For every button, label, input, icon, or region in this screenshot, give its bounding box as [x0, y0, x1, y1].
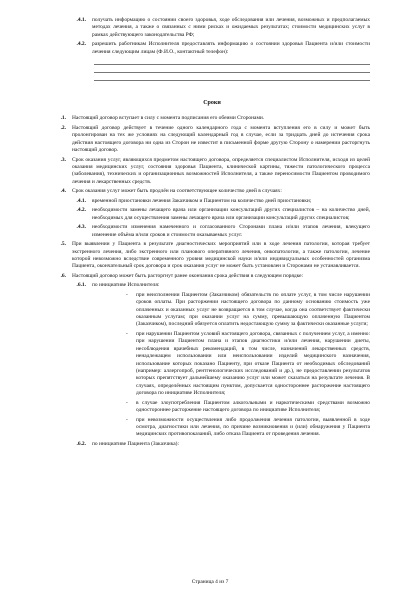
clause-number: .4.1. — [76, 17, 86, 23]
item-number: .3. — [60, 156, 66, 163]
item-number: .2. — [60, 124, 66, 131]
clause-4-1 — [54, 17, 370, 39]
fill-in-line — [94, 66, 370, 73]
dash-text: при нарушении Пациентом условий настоящего договора, связанных с получением услуг, а именно: при нарушении Пациентом плана и этапов диагностики и/или лечения, нарушении диеты, несоблюдения врачебных рекомендаций, в том числе, назначений лекарственных средств, ненадлежащем использовании или неиспользовании изделий медицинского назначения, использование которых показано Пациенту, при отказе Пациента от необходимых обследований (например: аллергопроб, рентгенологических исследований и др.), не предоставлении результатов которых препятствует дальнейшему оказанию услуг или может сказаться на результате лечения. В случаях, определённых настоящим пунктом, допускается одностороннее расторжение настоящего договора по инициативе Исполнителя; — [136, 330, 370, 397]
clause-text: разрешить работникам Исполнителя предоставлять информацию о состоянии здоровья Пациента и/или стоимости лечения следующим лицам (Ф.И.О., контактный телефон): — [92, 41, 370, 55]
subitem-number: .6.2. — [76, 440, 86, 447]
term-item-1 — [54, 115, 370, 122]
item-text: При выявлении у Пациента в результате диагностических мероприятий или в ходе лечения патологии, которая требует экстренного лечения, либо экстренного или планового оперативного лечения, онкопатологии, а также патологии, лечение которой невозможно вследствие современного уровня медицинской науки и/или индивидуальных особенностей организма Пациента, окончательный срок договора и срок оказания услуг не может быть установлен и Сторонами не устанавливается. — [72, 241, 370, 270]
item-number: .5. — [60, 241, 66, 248]
item-number: .1. — [60, 115, 66, 122]
subitem-number: .4.3. — [76, 224, 86, 231]
subitem-text: по инициативе Пациента (Заказчика): — [92, 440, 180, 447]
dash-bullet: - — [126, 330, 128, 337]
term-item-2 — [54, 125, 370, 155]
item-text: Срок оказания услуг, являющихся предметом настоящего договора, определяется специалистом Исполнителя, исходя из целей оказания медицинских услуг, состояния здоровья Пациента, клинической картины, тяжести патологического процесса (заболевания), технических и организационных возможностей Исполнителя, а также переносимости Пациентом проводимого лечения и лекарственных средств. — [72, 156, 370, 185]
item-text: Настоящий договор может быть расторгнут ранее окончания срока действия в следующем порядке: — [72, 272, 304, 279]
subitem-number: .4.2. — [76, 207, 86, 214]
subitem-text: по инициативе Исполнителя: — [92, 282, 160, 289]
item-text: Срок оказания услуг может быть продлён на соответствующее количество дней в случаях: — [72, 188, 282, 195]
term-item-3 — [54, 157, 370, 187]
clause-text: получать информацию о состоянии своего здоровья, ходе обследования или лечения, возможных и предполагаемых методах лечения, а также о связанных с ними рисках и ожидаемых результатах; стоимости медицинских услуг в рамках действующего законодательства РФ; — [92, 17, 370, 38]
dash-bullet: - — [126, 291, 128, 298]
clause-number: .4.2. — [76, 41, 86, 48]
dash-item — [54, 417, 370, 439]
term-item-5 — [54, 241, 370, 271]
item-text: Настоящий договор действует в течение одного календарного года с момента вступления его в силу и может быть пролонгирован на тех же условиях на следующий календарный год в случае, если за тридцать дней до истечения срока действия настоящего договора ни одна из Сторон не известит в письменной форме другую Сторону о намерении расторгнуть настоящий договор. — [72, 124, 370, 154]
dash-item — [54, 400, 370, 415]
item-number: .6. — [60, 272, 66, 279]
subitem-text: необходимости замены лечащего врача или организации консультаций других специалистов – на количество дней, необходимых для осуществления замены лечащего врача или организации консультаций других специалистов; — [92, 207, 370, 221]
page-footer: Страница 4 из 7 — [191, 578, 229, 585]
subitem-number: .4.1. — [76, 197, 86, 204]
dash-text: в случае злоупотребления Пациентом алкогольными и наркотическими средствами возможно одностороннее расторжение настоящего договора по инициативе Исполнителя; — [136, 399, 370, 414]
dash-text: при неисполнении Пациентом (Заказчиком) обязательств по оплате услуг, в том числе нарушении сроков оплаты. При расторжении настоящего договора по данному основанию стоимость уже оплаченных и оказанных услуг не возвращается в том случае, когда она соответствует фактически оказанным услугам; при оказании услуг на сумму, превышающую оплаченную Пациентом (Заказчиком), последний обязуется оплатить недостающую сумму за фактически оказанные услуги; — [136, 291, 370, 328]
term-item-4 — [54, 188, 370, 195]
item-number: .4. — [60, 188, 66, 195]
subitem-text: необходимости изменения намеченного и согласованного Сторонами плана и/или этапов лечения, влекущего изменение объёма и/или сроков и стоимости оказываемых услуг. — [92, 224, 370, 238]
dash-text: при невозможности осуществления либо продолжения лечения патологии, выявленной в ходе осмотра, диагностики или лечения, по причине возникновения и (или) обнаружения у Пациента медицинских противопоказаний, либо отказа Пациента от проведения лечения. — [136, 416, 370, 438]
subitem-text: временной приостановки лечения Заказчиком и Пациентом на количество дней приостановки; — [92, 197, 312, 204]
clause-4-2 — [54, 41, 370, 56]
item-text: Настоящий договор вступает в силу с момента подписания его обеими Сторонами. — [72, 115, 265, 122]
dash-bullet: - — [126, 416, 128, 423]
subitem-number: .6.1. — [76, 282, 86, 289]
subitem-4-3 — [54, 224, 370, 239]
fill-in-line — [94, 58, 370, 65]
dash-item — [54, 331, 370, 398]
section-title: Сроки — [203, 100, 221, 107]
dash-item — [54, 292, 370, 329]
dash-bullet: - — [126, 399, 128, 406]
fill-in-line — [94, 74, 370, 81]
term-item-6 — [54, 273, 370, 280]
subitem-6-1 — [54, 282, 370, 289]
subitem-4-1 — [54, 198, 370, 205]
subitem-6-2 — [54, 441, 370, 448]
subitem-4-2 — [54, 207, 370, 222]
